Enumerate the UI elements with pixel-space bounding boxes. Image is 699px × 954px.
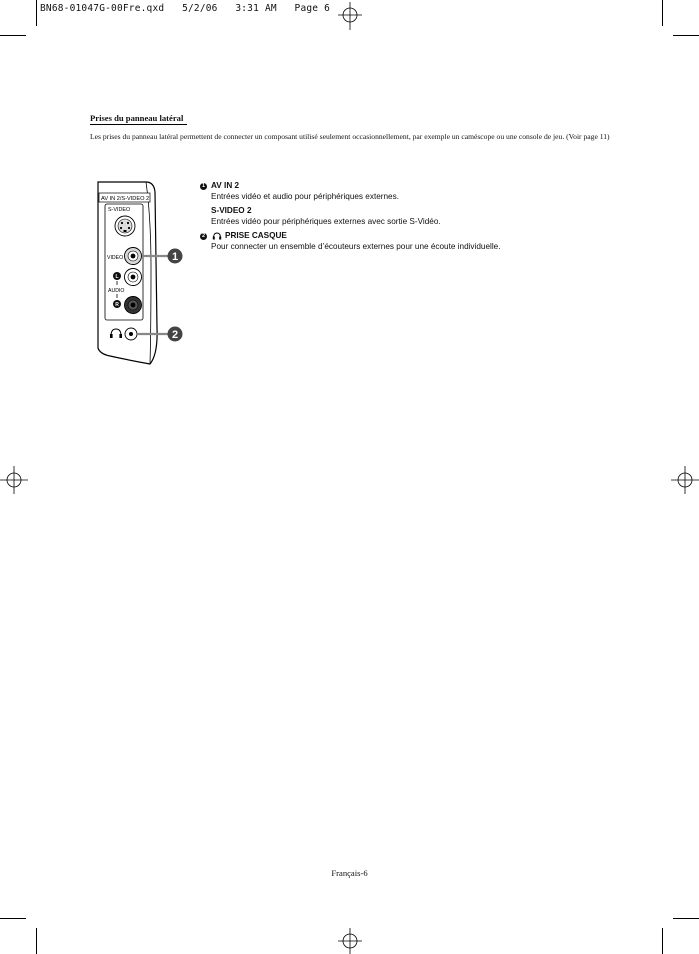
audio-r-label: R <box>115 302 119 308</box>
connector-descriptions <box>200 181 620 252</box>
registration-mark-top <box>330 0 370 32</box>
section-title: Prises du panneau latéral <box>90 113 184 123</box>
video-jack <box>125 248 142 265</box>
registration-mark-bottom <box>330 924 370 954</box>
item-subtitle: S-VIDEO 2 <box>211 206 252 215</box>
callout-1-number: 1 <box>171 251 179 263</box>
registration-mark-left <box>0 460 30 500</box>
section-intro: Les prises du panneau latéral permettent de connecter un composant utilisé seulement occasionnellement, par exemple un caméscope ou une console de jeu. (Voir page 11) <box>90 132 610 141</box>
svideo-label: S-VIDEO <box>108 207 131 213</box>
headphone-jack <box>125 328 137 340</box>
item-description: Pour connecter un ensemble d’écouteurs externes pour une écoute individuelle. <box>211 241 501 251</box>
item-number-badge: 1 <box>201 182 206 189</box>
title-underline <box>90 124 187 125</box>
audio-label: AUDIO <box>108 288 125 294</box>
side-panel-diagram <box>88 178 198 368</box>
audio-l-label: L <box>115 274 119 280</box>
registration-mark-right <box>669 460 699 500</box>
video-label: VIDEO <box>107 255 124 261</box>
item-subdescription: Entrées vidéo pour périphériques externes avec sortie S-Vidéo. <box>211 216 441 226</box>
panel-header-label: AV IN 2/S-VIDEO 2 <box>101 196 150 202</box>
page-number: Français-6 <box>331 868 368 878</box>
svideo-jack <box>115 216 135 236</box>
item-title: PRISE CASQUE <box>225 231 287 240</box>
callout-2-number: 2 <box>171 329 179 341</box>
audio-l-jack <box>125 269 142 286</box>
item-prise-casque <box>200 231 620 252</box>
item-title: AV IN 2 <box>211 181 240 190</box>
item-description: Entrées vidéo et audio pour périphériques externes. <box>211 191 399 201</box>
headphone-icon <box>212 232 222 240</box>
file-slug: BN68-01047G-00Fre.qxd 5/2/06 3:31 AM Page 6 <box>40 3 331 14</box>
item-av-in-2 <box>200 181 620 227</box>
item-number-badge: 2 <box>201 232 206 239</box>
audio-r-jack <box>125 297 142 314</box>
